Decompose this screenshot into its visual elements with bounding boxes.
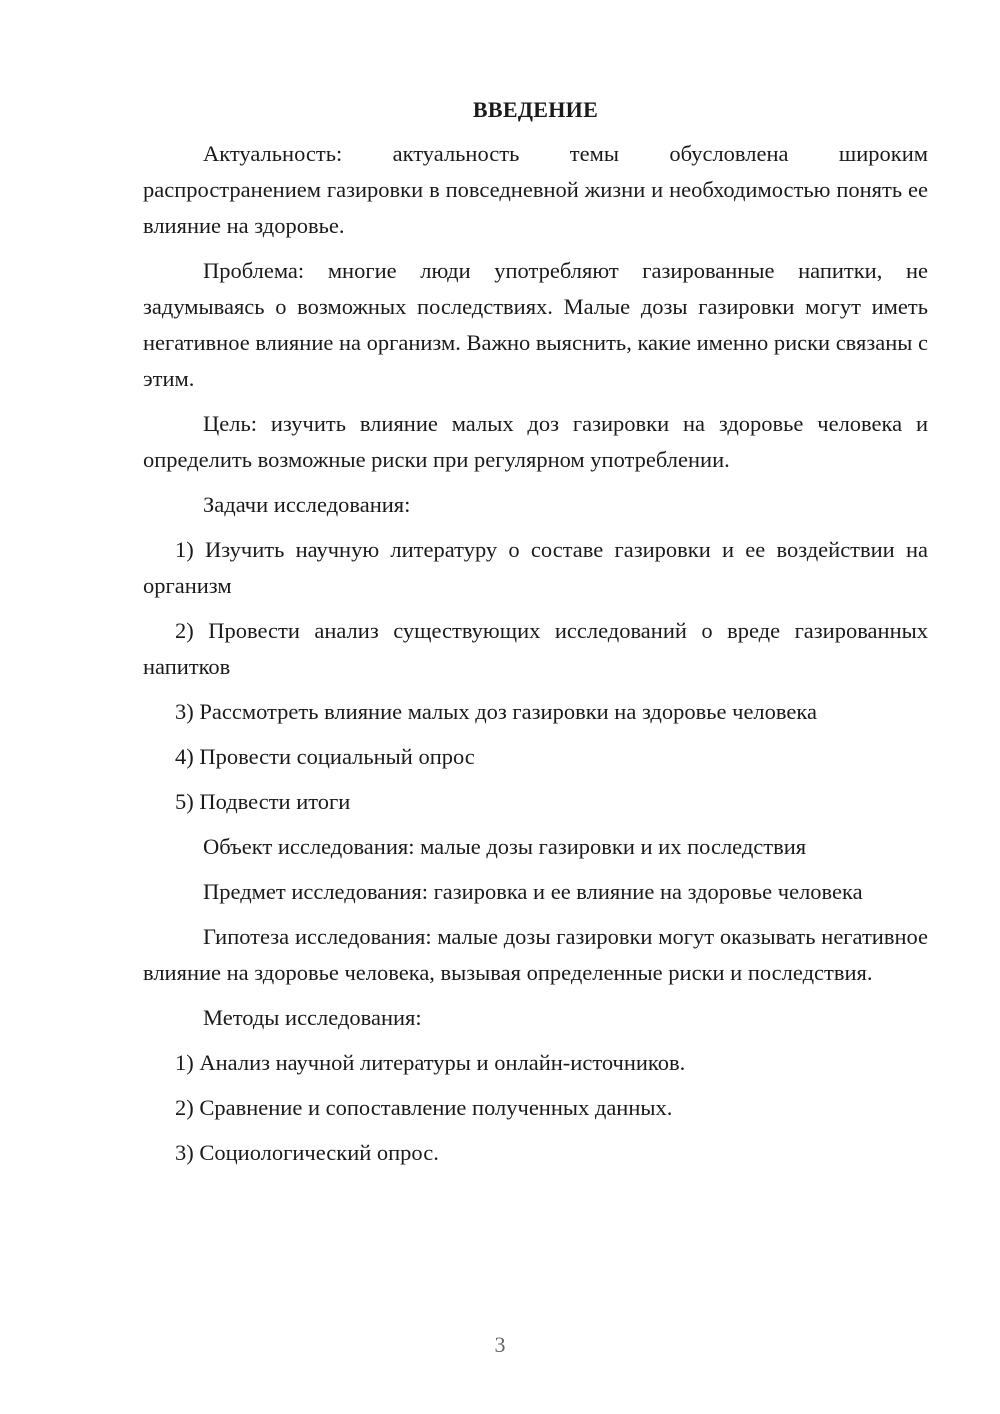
tasks-heading: Задачи исследования: — [203, 492, 411, 517]
goal-paragraph: Цель: изучить влияние малых доз газировки на здоровье человека и определить возможные риски при регулярном употреблении. — [143, 411, 928, 472]
hypothesis-paragraph: Гипотеза исследования: малые дозы газировки могут оказывать негативное влияние на здоровье человека, вызывая определенные риски и последствия. — [143, 924, 928, 985]
task-item: 5) Подвести итоги — [175, 789, 351, 814]
object-paragraph: Объект исследования: малые дозы газировки и их последствия — [203, 834, 807, 859]
page-content — [143, 92, 928, 1180]
methods-heading: Методы исследования: — [203, 1005, 422, 1030]
method-item: 2) Сравнение и сопоставление полученных данных. — [175, 1095, 673, 1120]
task-item: 2) Провести анализ существующих исследований о вреде газированных напитков — [143, 618, 928, 679]
subject-paragraph: Предмет исследования: газировка и ее влияние на здоровье человека — [203, 879, 863, 904]
relevance-paragraph: Актуальность: актуальность темы обусловлена широким распространением газировки в повседневной жизни и необходимостью понять ее влияние на здоровье. — [143, 141, 928, 238]
method-item: 1) Анализ научной литературы и онлайн-источников. — [175, 1050, 686, 1075]
task-item: 3) Рассмотреть влияние малых доз газировки на здоровье человека — [175, 699, 817, 724]
section-title: ВВЕДЕНИЕ — [472, 97, 599, 122]
method-item: 3) Социологический опрос. — [175, 1140, 439, 1165]
task-item: 1) Изучить научную литературу о составе газировки и ее воздействии на организм — [143, 537, 928, 598]
page-number: 3 — [494, 1332, 506, 1357]
problem-paragraph: Проблема: многие люди употребляют газированные напитки, не задумываясь о возможных последствиях. Малые дозы газировки могут иметь негативное влияние на организм. Важно выяснить, какие именно риски связаны с этим. — [143, 258, 929, 391]
task-item: 4) Провести социальный опрос — [175, 744, 475, 769]
